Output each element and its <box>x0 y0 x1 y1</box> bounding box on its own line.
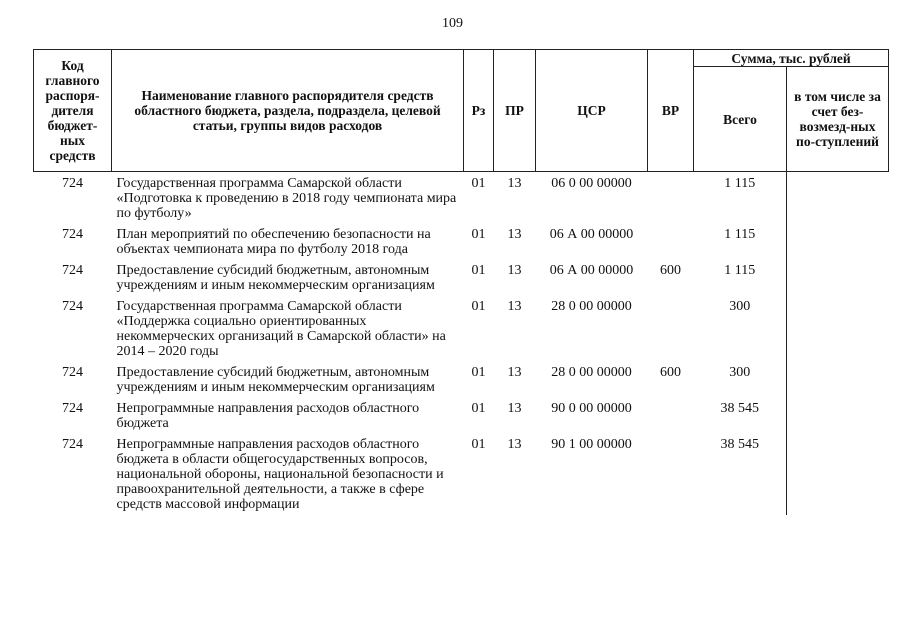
cell-total: 1 115 <box>694 224 787 260</box>
cell-code: 724 <box>62 263 83 278</box>
cell-pr: 13 <box>507 437 522 452</box>
cell-csr: 06 0 00 00000 <box>551 176 632 191</box>
cell-rz: 01 <box>471 401 486 416</box>
cell-vr: 600 <box>660 263 681 278</box>
budget-table <box>33 49 889 515</box>
cell-rz: 01 <box>471 227 486 242</box>
cell-vr <box>648 224 694 260</box>
cell-vr <box>648 296 694 362</box>
cell-csr: 06 А 00 00000 <box>549 263 634 278</box>
cell-code: 724 <box>62 227 83 242</box>
cell-total: 300 <box>694 296 787 362</box>
cell-vr <box>648 434 694 515</box>
cell-name: Предоставление субсидий бюджетным, автономным учреждениям и иным некоммерческим организациям <box>116 263 435 293</box>
cell-code: 724 <box>62 365 83 380</box>
table-row <box>34 224 889 260</box>
cell-name: План мероприятий по обеспечению безопасности на объектах чемпионата мира по футболу 2018 года <box>116 227 431 257</box>
table-header <box>34 50 889 172</box>
header-pr: ПР <box>494 50 536 172</box>
cell-vr <box>648 398 694 434</box>
cell-pr: 13 <box>507 263 522 278</box>
cell-code: 724 <box>62 401 83 416</box>
cell-total: 1 115 <box>694 260 787 296</box>
cell-code: 724 <box>62 299 83 314</box>
cell-csr: 28 0 00 00000 <box>551 365 632 380</box>
table-row <box>34 434 889 515</box>
cell-pr: 13 <box>507 176 522 191</box>
cell-csr: 90 0 00 00000 <box>551 401 632 416</box>
cell-pr: 13 <box>507 299 522 314</box>
cell-vr: 600 <box>660 365 681 380</box>
table-row <box>34 260 889 296</box>
cell-free <box>787 296 889 362</box>
cell-rz: 01 <box>471 365 486 380</box>
cell-free <box>787 172 889 225</box>
cell-code: 724 <box>62 176 83 191</box>
cell-free <box>787 362 889 398</box>
cell-total: 38 545 <box>694 434 787 515</box>
cell-rz: 01 <box>471 437 486 452</box>
cell-free <box>787 260 889 296</box>
table-row <box>34 398 889 434</box>
header-sum: Сумма, тыс. рублей <box>694 50 889 67</box>
header-vr: ВР <box>648 50 694 172</box>
header-code: Код главного распоря-дителя бюджет-ных средств <box>34 50 112 172</box>
cell-pr: 13 <box>507 227 522 242</box>
page-number: 109 <box>442 16 463 31</box>
cell-total: 1 115 <box>694 172 787 225</box>
cell-rz: 01 <box>471 263 486 278</box>
cell-csr: 06 А 00 00000 <box>549 227 634 242</box>
header-rz: Рз <box>464 50 494 172</box>
cell-pr: 13 <box>507 401 522 416</box>
table-body <box>34 172 889 516</box>
cell-total: 300 <box>694 362 787 398</box>
cell-name: Государственная программа Самарской области «Подготовка к проведению в 2018 году чемпионата мира по футболу» <box>116 176 457 221</box>
header-name: Наименование главного распорядителя средств областного бюджета, раздела, подраздела, целевой статьи, группы видов расходов <box>112 50 464 172</box>
cell-total: 38 545 <box>694 398 787 434</box>
header-csr: ЦСР <box>536 50 648 172</box>
cell-free <box>787 434 889 515</box>
table-row <box>34 362 889 398</box>
cell-name: Предоставление субсидий бюджетным, автономным учреждениям и иным некоммерческим организациям <box>116 365 435 395</box>
cell-free <box>787 398 889 434</box>
cell-rz: 01 <box>471 299 486 314</box>
cell-pr: 13 <box>507 365 522 380</box>
table-row <box>34 296 889 362</box>
table-row <box>34 172 889 225</box>
cell-name: Непрограммные направления расходов областного бюджета <box>116 401 420 431</box>
cell-code: 724 <box>62 437 83 452</box>
cell-csr: 28 0 00 00000 <box>551 299 632 314</box>
cell-rz: 01 <box>471 176 486 191</box>
cell-vr <box>648 172 694 225</box>
cell-free <box>787 224 889 260</box>
header-total: Всего <box>694 67 787 172</box>
cell-csr: 90 1 00 00000 <box>551 437 632 452</box>
cell-name: Непрограммные направления расходов областного бюджета в области общегосударственных вопросов, национальной обороны, национальной безопасности и правоохранительной деятельности, а также в сфере средств массовой информации <box>116 437 444 512</box>
cell-name: Государственная программа Самарской области «Поддержка социально ориентированных некоммерческих организаций в Самарской области» на 2014 – 2020 годы <box>116 299 446 359</box>
header-free: в том числе за счет без-возмезд-ных по-ступлений <box>787 67 889 172</box>
